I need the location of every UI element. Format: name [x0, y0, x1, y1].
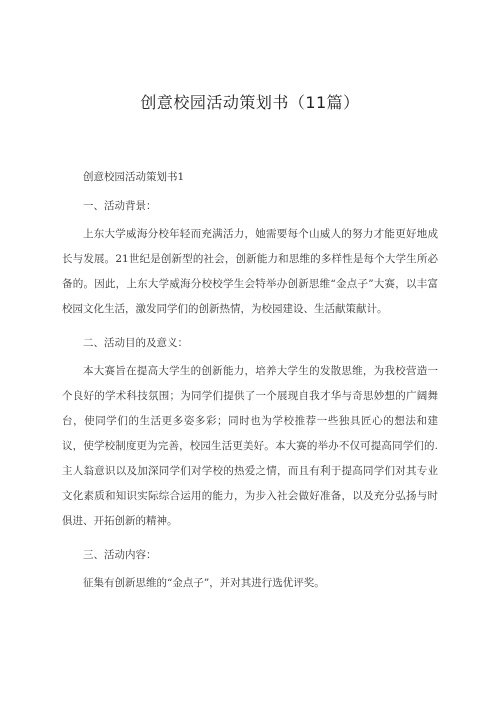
- section-heading-background: 一、活动背景：: [83, 200, 157, 212]
- document-title: 创意校园活动策划书（11篇）: [140, 93, 360, 112]
- section-subtitle: 创意校园活动策划书1: [83, 171, 185, 183]
- section-body-content: 征集有创新思维的“金点子”，并对其进行选优评奖。: [83, 577, 325, 589]
- section-heading-content: 三、活动内容：: [83, 549, 157, 561]
- section-body-purpose: 本大赛旨在提高大学生的创新能力，培养大学生的发散思维，为我校营造一个良好的学术科技氛围；为同学们提供了一个展现自我才华与奇思妙想的广阔舞台，使同学们的生活更多姿多彩；同时也为学校推荐一些独具匠心的想法和建议，使学校制度更为完善，校园生活更美好。本大赛的举办不仅可提高同学们的.主人翁意识以及加深同学们对学校的热爱之情，而且有利于提高同学们对其专业文化素质和知识实际综合运用的能力，为步入社会做好准备，以及充分弘扬与时俱进、开拓创新的精神。: [62, 365, 438, 527]
- section-heading-purpose: 二、活动目的及意义：: [83, 337, 188, 349]
- section-body-background: 上东大学威海分校年轻而充满活力，她需要每个山威人的努力才能更好地成长与发展。21世纪是创新型的社会，创新能力和思维的多样性是每个大学生所必备的。因此，上东大学威海分校校学生会特举办创新思维“金点子”大赛，以丰富校园文化生活，激发同学们的创新热情，为校园建设、生活献策献计。: [62, 228, 438, 315]
- document-body: [62, 170, 438, 596]
